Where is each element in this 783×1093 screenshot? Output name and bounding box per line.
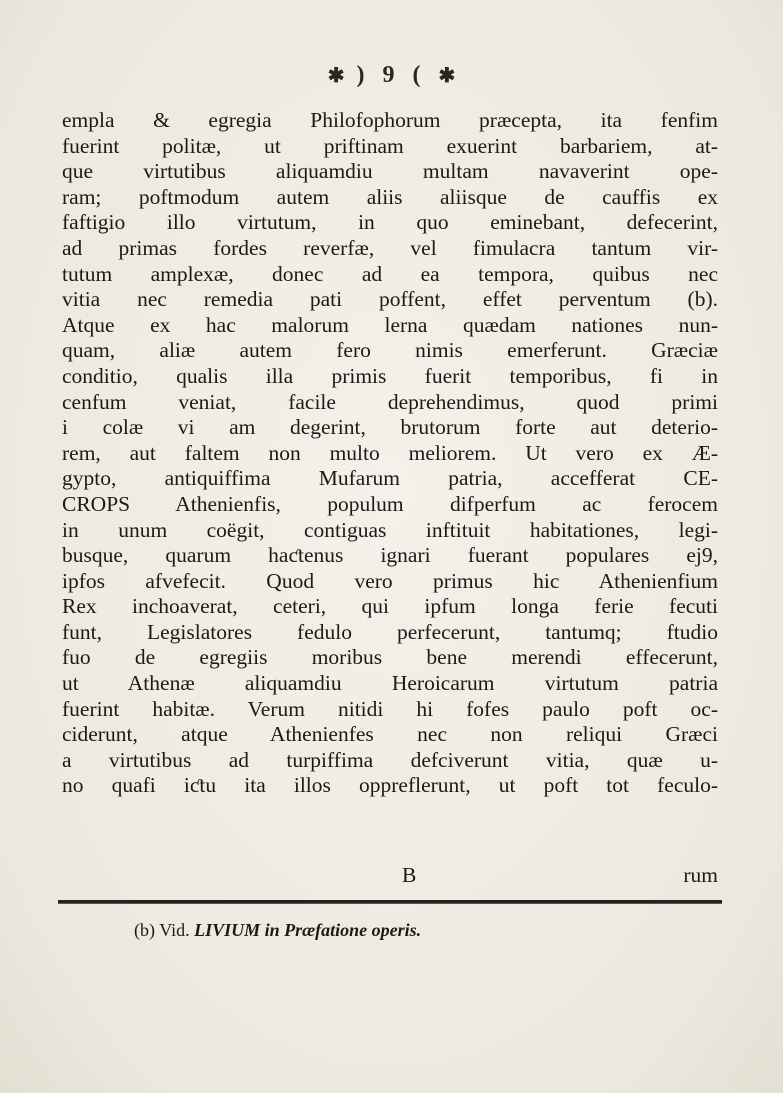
footnote-text: Vid. xyxy=(159,920,190,940)
page-number: ) 9 ( xyxy=(356,62,427,88)
text-line: faftigio illo virtutum, in quo eminebant, defecerint, xyxy=(62,210,718,235)
text-line: ram; poftmodum autem aliis aliisque de cauffis ex xyxy=(62,184,718,209)
catchword: rum xyxy=(683,863,718,887)
footnote xyxy=(134,918,694,942)
footnote-rule xyxy=(58,900,722,904)
text-line: tutum amplexæ, donec ad ea tempora, quibus nec xyxy=(62,261,718,286)
text-line: Atque ex hac malorum lerna quædam nationes nun- xyxy=(62,312,718,337)
text-line: empla & egregia Philofophorum præcepta, ita fenfim xyxy=(62,108,718,132)
footnote-citation: LIVIUM in Præfatione operis. xyxy=(194,920,422,940)
text-line: conditio, qualis illa primis fuerit temporibus, fi in xyxy=(62,363,718,388)
text-line: vitia nec remedia pati poffent, effet perventum (b). xyxy=(62,287,718,312)
page-header xyxy=(0,62,783,89)
left-ornament-icon: ✱ xyxy=(327,65,345,87)
text-line: funt, Legislatores fedulo perfecerunt, tantumq; ftudio xyxy=(62,619,718,644)
text-line: cenfum veniat, facile deprehendimus, quod primi xyxy=(62,389,718,414)
text-line: fuerint habitæ. Verum nitidi hi fofes paulo poft oc- xyxy=(62,696,718,721)
text-line: a virtutibus ad turpiffima defciverunt vitia, quæ u- xyxy=(62,747,718,772)
text-line: Rex inchoaverat, ceteri, qui ipfum longa ferie fecuti xyxy=(62,594,718,619)
text-line: busque, quarum haƈtenus ignari fuerant populares ej9, xyxy=(62,543,718,568)
text-line: gypto, antiquiffima Mufarum patria, accefferat CE- xyxy=(62,466,718,491)
text-line: ciderunt, atque Athenienfes nec non reliqui Græci xyxy=(62,722,718,747)
signature-line xyxy=(62,862,718,888)
text-line: ut Athenæ aliquamdiu Heroicarum virtutum patria xyxy=(62,671,718,696)
text-line: in unum coëgit, contiguas inftituit habitationes, legi- xyxy=(62,517,718,542)
text-line: i colæ vi am degerint, brutorum forte aut deterio- xyxy=(62,415,718,440)
right-ornament-icon: ✱ xyxy=(438,65,456,87)
text-line: no quafi iƈtu ita illos oppreflerunt, ut poft tot feculo- xyxy=(62,773,718,798)
text-line: fuerint politæ, ut priftinam exuerint barbariem, at- xyxy=(62,133,718,158)
text-line: ad primas fordes reverfæ, vel fimulacra tantum vir- xyxy=(62,235,718,260)
text-line: que virtutibus aliquamdiu multam navaverint ope- xyxy=(62,159,718,184)
body-text xyxy=(62,108,718,799)
text-line: fuo de egregiis moribus bene merendi effecerunt, xyxy=(62,645,718,670)
signature-mark: B xyxy=(402,863,417,887)
text-line: ipfos afvefecit. Quod vero primus hic Athenienfium xyxy=(62,568,718,593)
text-line: quam, aliæ autem fero nimis emerferunt. Græciæ xyxy=(62,338,718,363)
text-line: CROPS Athenienfis, populum difperfum ac ferocem xyxy=(62,491,718,516)
text-line: rem, aut faltem non multo meliorem. Ut vero ex Æ- xyxy=(62,440,718,465)
footnote-marker: (b) xyxy=(134,920,155,940)
